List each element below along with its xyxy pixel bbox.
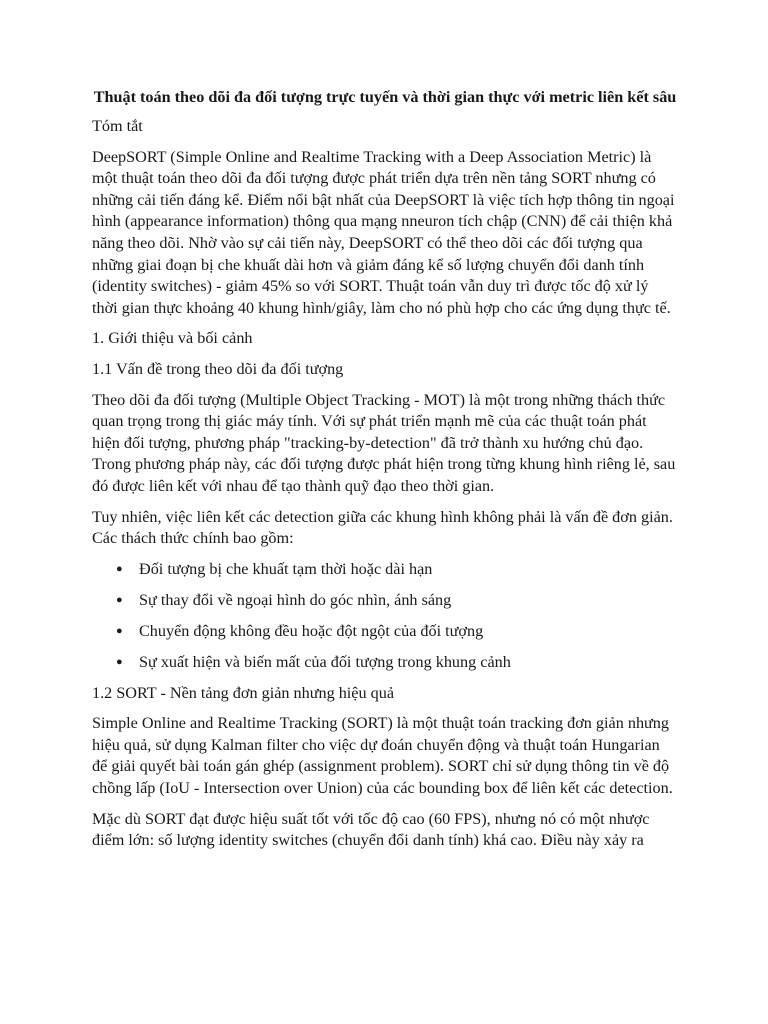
bullet-icon: ● bbox=[116, 593, 123, 606]
list-item bbox=[92, 621, 678, 643]
section-1-1-paragraph-1: Theo dõi đa đối tượng (Multiple Object Tracking - MOT) là một trong những thách thức quan trọng trong thị giác máy tính. Với sự phát triển mạnh mẽ của các thuật toán phát hiện đối tượng, phương pháp "tracking-by-detection" đã trở thành xu hướng chủ đạo. Trong phương pháp này, các đối tượng được phát hiện trong từng khung hình riêng lẻ, sau đó được liên kết với nhau để tạo thành quỹ đạo theo thời gian. bbox=[92, 390, 676, 495]
section-1-1-paragraph-2: Tuy nhiên, việc liên kết các detection giữa các khung hình không phải là vấn đề đơn giản. Các thách thức chính bao gồm: bbox=[92, 507, 673, 548]
section-1-1-heading: 1.1 Vấn đề trong theo dõi đa đối tượng bbox=[92, 359, 344, 378]
bullet-icon: ● bbox=[116, 562, 123, 575]
list-item-text: Sự xuất hiện và biến mất của đối tượng trong khung cảnh bbox=[139, 652, 511, 671]
list-item bbox=[92, 652, 678, 674]
section-1-2-paragraph-1: Simple Online and Realtime Tracking (SORT) là một thuật toán tracking đơn giản nhưng hiệu quả, sử dụng Kalman filter cho việc dự đoán chuyển động và thuật toán Hungarian để giải quyết bài toán gán ghép (assignment problem). SORT chỉ sử dụng thông tin về độ chồng lấp (IoU - Intersection over Union) của các bounding box để liên kết các detection. bbox=[92, 714, 673, 797]
list-item-text: Đối tượng bị che khuất tạm thời hoặc dài hạn bbox=[139, 559, 433, 578]
list-item-text: Chuyển động không đều hoặc đột ngột của đối tượng bbox=[139, 621, 484, 640]
abstract-paragraph: DeepSORT (Simple Online and Realtime Tracking with a Deep Association Metric) là một thuật toán theo dõi đa đối tượng được phát triển dựa trên nền tảng SORT nhưng có những cải tiến đáng kể. Điểm nổi bật nhất của DeepSORT là việc tích hợp thông tin ngoại hình (appearance information) thông qua mạng nneuron tích chập (CNN) để cải thiện khả năng theo dõi. Nhờ vào sự cải tiến này, DeepSORT có thể theo dõi các đối tượng qua những giai đoạn bị che khuất dài hơn và giảm đáng kể số lượng chuyển đổi danh tính (identity switches) - giảm 45% so với SORT. Thuật toán vẫn duy trì được tốc độ xử lý thời gian thực khoảng 40 khung hình/giây, làm cho nó phù hợp cho các ứng dụng thực tế. bbox=[92, 147, 675, 317]
document-title: Thuật toán theo dõi đa đối tượng trực tuyến và thời gian thực với metric liên kết sâu bbox=[93, 88, 677, 106]
list-item bbox=[92, 559, 678, 581]
list-item-text: Sự thay đổi về ngoại hình do góc nhìn, ánh sáng bbox=[139, 590, 452, 609]
document-page bbox=[92, 86, 678, 861]
challenges-list bbox=[92, 559, 678, 674]
section-1-heading: 1. Giới thiệu và bối cảnh bbox=[92, 329, 253, 348]
section-1-2-paragraph-2: Mặc dù SORT đạt được hiệu suất tốt với tốc độ cao (60 FPS), nhưng nó có một nhược điểm lớn: số lượng identity switches (chuyển đổi danh tính) khá cao. Điều này xảy ra bbox=[92, 809, 650, 850]
abstract-heading: Tóm tắt bbox=[92, 117, 143, 135]
section-1-2-heading: 1.2 SORT - Nền tảng đơn giản nhưng hiệu quả bbox=[92, 683, 395, 702]
bullet-icon: ● bbox=[116, 655, 123, 668]
list-item bbox=[92, 590, 678, 612]
bullet-icon: ● bbox=[116, 624, 123, 637]
